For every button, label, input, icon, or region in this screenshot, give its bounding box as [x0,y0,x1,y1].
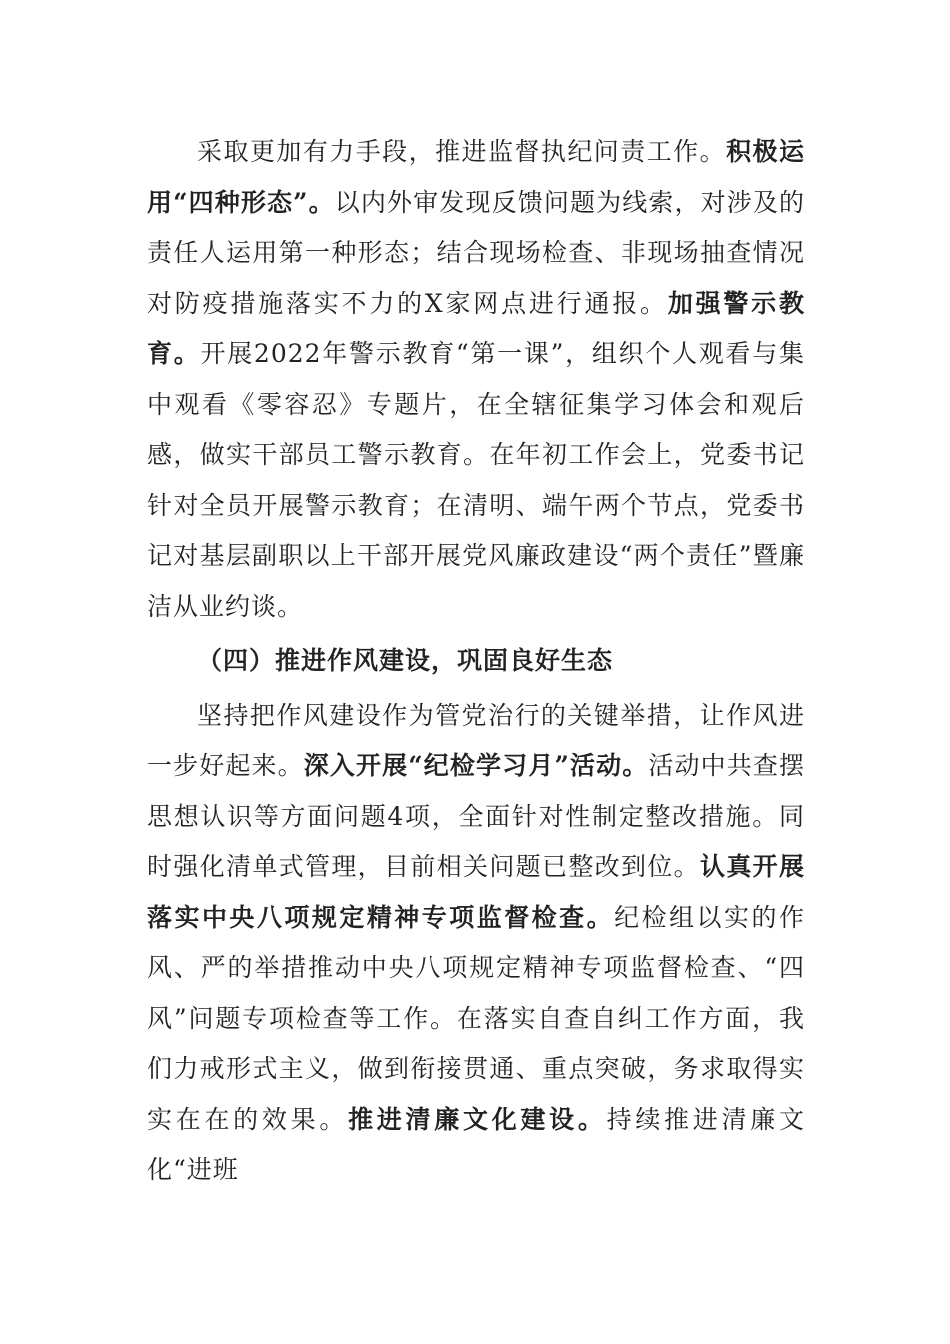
document-page [147,127,805,1196]
paragraph-text: 以内外审发现反馈问题为线索，对涉及的责任人运用第一种形态；结合现场检查、非现场抽查情况对防疫措施落实不力的X家网点进行通报。 [147,187,805,318]
bold-keypoint: 推进清廉文化建设。 [348,1104,607,1134]
paragraph-text: 纪检组以实的作风、严的举措推动中央八项规定精神专项监督检查、“四风”问题专项检查等工作。在落实自查自纠工作方面，我们力戒形式主义，做到衔接贯通、重点突破，务求取得实实在在的效果。 [147,902,805,1134]
section-heading: （四）推进作风建设，巩固良好生态 [197,646,614,675]
paragraph-text: 采取更加有力手段，推进监督执纪问责工作。 [197,137,727,166]
paragraph-text: 持续推进清廉文化“进班 [147,1104,805,1184]
bold-keypoint: 深入开展“纪检学习月”活动。 [303,751,649,780]
bold-keypoint: 积极运用“四种形态”。 [147,137,805,217]
paragraph-text: 坚持把作风建设作为管党治行的关键举措，让作风进一步好起来。 [147,700,805,780]
bold-keypoint: 认真开展落实中央八项规定精神专项监督检查。 [147,852,805,932]
paragraph-text: 活动中共查摆思想认识等方面问题4项，全面针对性制定整改措施。同时强化清单式管理，目前相关问题已整改到位。 [147,751,805,881]
bold-keypoint: 加强警示教育。 [147,288,805,368]
paragraph-supervision [147,127,805,632]
paragraph-work-style [147,691,805,1196]
paragraph-text: 开展2022年警示教育“第一课”，组织个人观看与集中观看《零容忍》专题片，在全辖征集学习体会和观后感，做实干部员工警示教育。在年初工作会上，党委书记针对全员开展警示教育；在清明、端午两个节点，党委书记对基层副职以上干部开展党风廉政建设“两个责任”暨廉洁从业约谈。 [147,339,805,621]
